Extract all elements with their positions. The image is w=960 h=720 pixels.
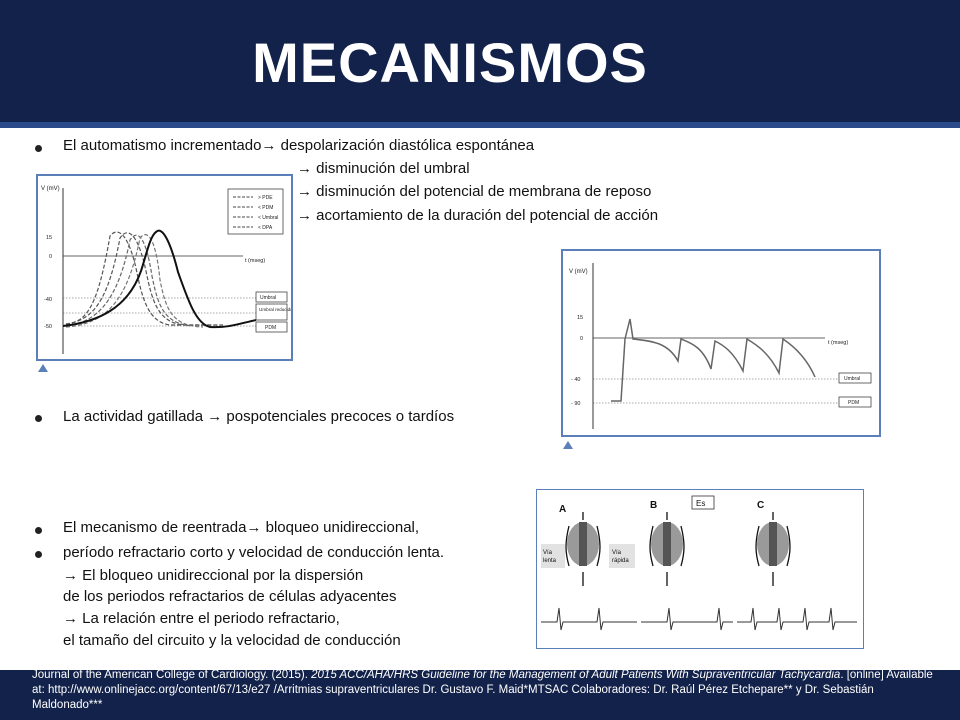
fig3-via-lenta-1: Vía: [543, 550, 553, 556]
reference-text: Journal of the American College of Cardiology. (2015). 2015 ACC/AHA/HRS Guideline for the Management of Adult Patients With Supraventricular Tachycardia. [online] Available at: http://www.onlinejacc.org/content/67/13/e27 /Arritmias supraventriculares Dr. Gustavo F. Maid*MTSAC Colaboradores: Dr. Raúl Pérez Etchepare** y Dr. Sebastián Maldonado***: [32, 669, 933, 711]
header-accent-line: [0, 122, 960, 128]
fig1-tick-15: 15: [46, 235, 53, 241]
figure1-marker-icon: [38, 364, 48, 372]
sub-line-2: → disminución del potencial de membrana de reposo: [297, 183, 652, 200]
fig2-tick-0: 0: [580, 336, 584, 342]
sub4-line-1: → El bloqueo unidireccional por la dispersión: [63, 567, 364, 584]
fig1-tick-minus40: -40: [44, 297, 52, 303]
fig2-label-pdm: PDM: [848, 400, 860, 406]
bullet-automatismo: El automatismo incrementado→ despolarización diastólica espontánea: [63, 137, 535, 154]
fig2-y-axis-label: V (mV): [569, 269, 588, 275]
fig1-tick-minus50: -50: [44, 324, 52, 330]
bullet-dot: [35, 551, 42, 558]
fig1-tick-0: 0: [49, 254, 53, 260]
fig2-label-umbral: Umbral: [844, 376, 861, 382]
fig2-tick-minus40: - 40: [571, 377, 581, 383]
fig1-legend-pde: > PDE: [258, 195, 273, 201]
bullet-dot: [35, 145, 42, 152]
fig1-legend-umbral: < Umbral: [258, 215, 279, 221]
fig3-panel-a: A: [559, 504, 567, 515]
sub-line-3: → acortamiento de la duración del potencial de acción: [297, 207, 659, 224]
sub4-line-2: de los periodos refractarios de células adyacentes: [63, 588, 397, 605]
bullet-periodo-refractario: período refractario corto y velocidad de conducción lenta.: [63, 544, 445, 561]
fig2-x-axis-label: t (mseg): [828, 340, 849, 346]
fig1-x-axis-label: t (mseg): [245, 258, 266, 264]
sub4-line-4: el tamaño del circuito y la velocidad de conducción: [63, 632, 401, 649]
bullet-dot: [35, 415, 42, 422]
fig1-legend-pdm: < PDM: [258, 205, 274, 211]
bullet-reentrada: El mecanismo de reentrada→ bloqueo unidireccional,: [63, 519, 420, 536]
bullet-dot: [35, 527, 42, 534]
fig3-via-lenta-2: lenta: [543, 558, 557, 564]
fig3-es-label: Es: [696, 499, 706, 508]
fig3-panel-c: C: [757, 500, 765, 511]
fig2-tick-minus90: - 90: [571, 401, 581, 407]
fig3-via-rapida-1: Vía: [612, 550, 622, 556]
fig3-panel-b: B: [650, 500, 658, 511]
figure-action-potentials: [36, 174, 293, 361]
slide-title: MECANISMOS: [252, 31, 648, 94]
figure-triggered-activity: [561, 249, 881, 437]
figure2-marker-icon: [563, 441, 573, 449]
figure-reentry-circuits: [536, 489, 864, 649]
fig1-y-axis-label: V (mV): [41, 186, 60, 192]
bullet-actividad-gatillada: La actividad gatillada → pospotenciales precoces o tardíos: [63, 408, 455, 425]
sub-line-1: → disminución del umbral: [297, 160, 470, 177]
sub4-line-3: → La relación entre el periodo refractario,: [63, 610, 340, 627]
fig1-legend-dpa: < DPA: [258, 225, 273, 231]
fig1-label-umbral: Umbral: [260, 295, 277, 301]
fig1-label-pdm: PDM: [265, 325, 277, 331]
fig3-via-rapida-2: rápida: [612, 558, 629, 564]
fig1-label-umbral-reducido: Umbral reducido: [259, 307, 291, 312]
fig2-tick-15: 15: [577, 315, 584, 321]
